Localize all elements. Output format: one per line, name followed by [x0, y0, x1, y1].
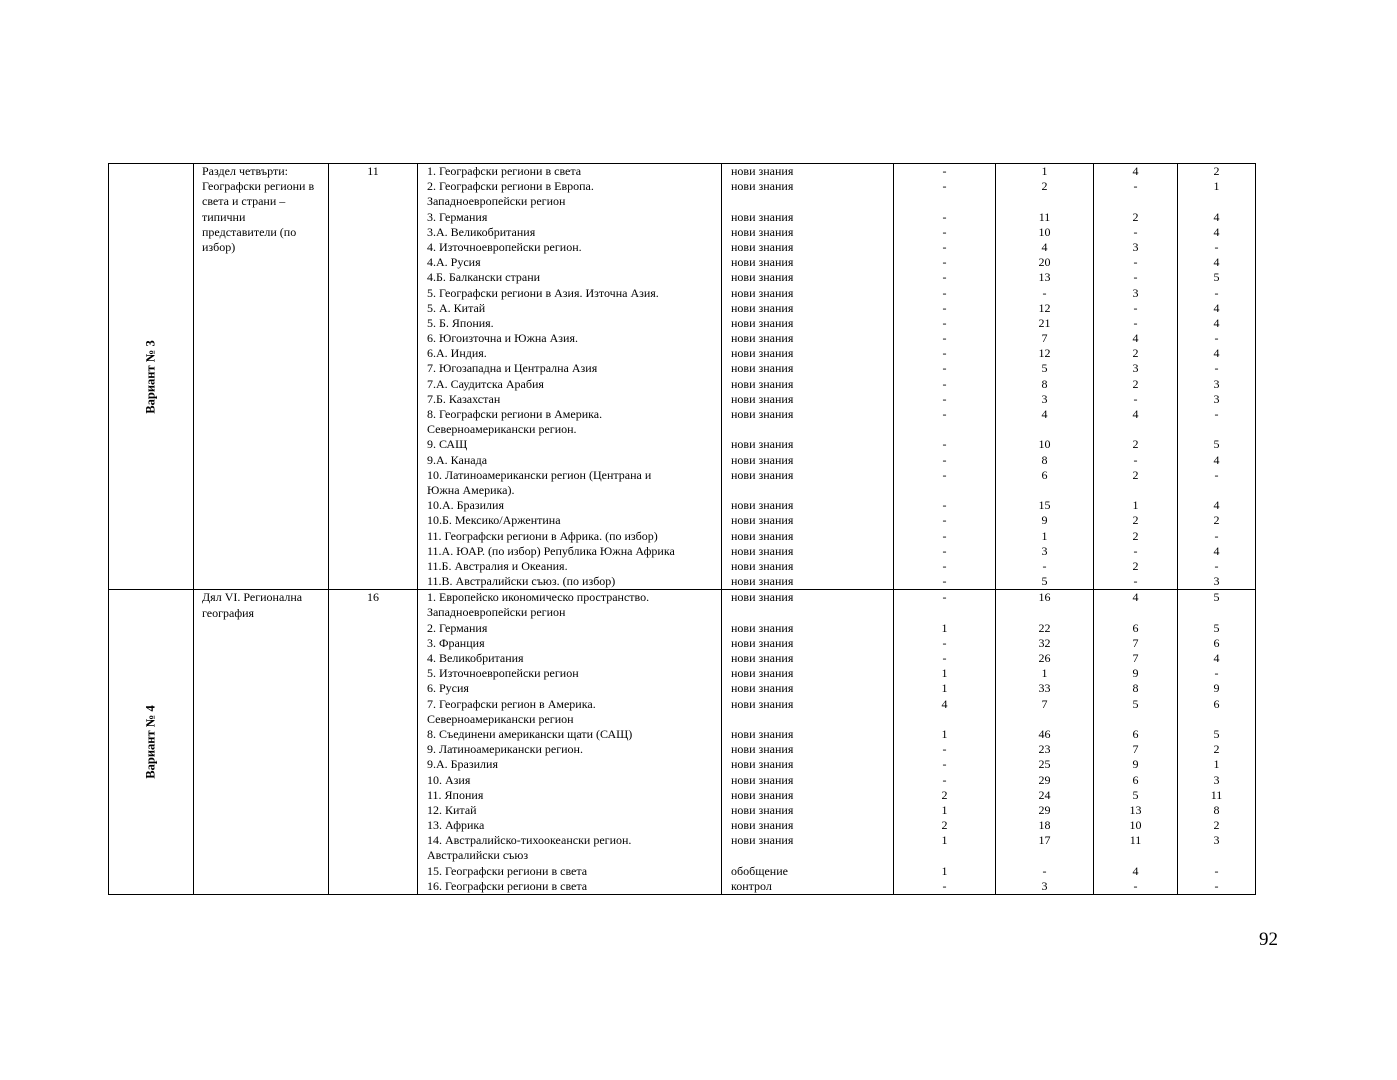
hours-value: -: [1214, 558, 1219, 573]
topic-line: 11.А. ЮАР. (по избор) Република Южна Африка: [427, 543, 675, 558]
hours-value: -: [942, 742, 947, 757]
topic-line: 14. Австралийско-тихоокеански регион.: [427, 833, 632, 848]
hours-value: 9: [1213, 681, 1220, 696]
hours-value: 10: [1038, 224, 1051, 239]
hours-value: -: [1133, 300, 1138, 315]
lesson-type: обобщение: [731, 863, 788, 878]
topic-line: 7.Б. Казахстан: [427, 391, 501, 406]
topic-line: 6. Югоизточна и Южна Азия.: [427, 331, 578, 346]
lesson-type: нови знания: [731, 376, 794, 391]
topic-line: Северноамерикански регион: [427, 711, 574, 726]
hours-value: 7: [1132, 635, 1139, 650]
hours-value: 25: [1038, 757, 1051, 772]
topic-line: 7. Югозападна и Централна Азия: [427, 361, 598, 376]
hours-value: 3: [1041, 878, 1048, 893]
hours-value: -: [1042, 285, 1047, 300]
curriculum-table: [108, 163, 1256, 895]
hours-value: 1: [941, 666, 948, 681]
hours-value: 5: [1041, 574, 1048, 589]
variant-label-cell: [109, 164, 194, 590]
lesson-type: нови знания: [731, 179, 794, 194]
hours-value: 11: [1210, 787, 1223, 802]
topic-line: 6.А. Индия.: [427, 346, 487, 361]
hours-value: 2: [1132, 346, 1139, 361]
hours-value: 2: [1132, 376, 1139, 391]
hours-value: 1: [941, 802, 948, 817]
lesson-type: нови знания: [731, 255, 794, 270]
topic-line: 4. Източноевропейски регион.: [427, 239, 582, 254]
hours-value: 2: [1132, 467, 1139, 482]
hours-value: 12: [1038, 300, 1051, 315]
topic-line: 3. Германия: [427, 209, 488, 224]
lesson-type: нови знания: [731, 696, 794, 711]
topic-line: 3.А. Великобритания: [427, 224, 536, 239]
hours-value: 1: [1041, 164, 1048, 178]
hours-value: 46: [1038, 727, 1051, 742]
hours-value: -: [1042, 863, 1047, 878]
topic-line: 2. Географски региони в Европа.: [427, 179, 594, 194]
topic-line: 5. А. Китай: [427, 300, 486, 315]
hours-value: 5: [1213, 727, 1220, 742]
hours-value: 2: [1132, 528, 1139, 543]
hours-value: 2: [1213, 164, 1220, 178]
topic-line: 11.Б. Австралия и Океания.: [427, 558, 568, 573]
hours-value: 2: [1041, 179, 1048, 194]
total-hours: 11: [329, 164, 418, 590]
lesson-type: нови знания: [731, 681, 794, 696]
hours-value: -: [1214, 467, 1219, 482]
hours-value: -: [1214, 863, 1219, 878]
hours-value: 10: [1038, 437, 1051, 452]
hours-value: -: [942, 757, 947, 772]
hours-value: -: [1133, 391, 1138, 406]
hours-value: 4: [1041, 239, 1048, 254]
hours-value: 2: [1132, 209, 1139, 224]
hours-value: -: [942, 376, 947, 391]
hours-value: -: [1214, 407, 1219, 422]
hours-value: 5: [1213, 437, 1220, 452]
lesson-type: нови знания: [731, 270, 794, 285]
lesson-type: контрол: [731, 878, 772, 893]
hours-value: -: [1214, 331, 1219, 346]
topic-line: 10.А. Бразилия: [427, 498, 504, 513]
topic-line: 10. Азия: [427, 772, 471, 787]
hours-value: 2: [941, 787, 948, 802]
hours-value: 7: [1132, 651, 1139, 666]
hours-value: -: [942, 407, 947, 422]
hours-value: 21: [1038, 315, 1051, 330]
hours-value: 2: [1132, 437, 1139, 452]
hours-value: -: [942, 772, 947, 787]
hours-value: -: [942, 270, 947, 285]
hours-column-c1: [894, 590, 996, 895]
hours-value: -: [942, 651, 947, 666]
hours-value: 24: [1038, 787, 1051, 802]
hours-value: 5: [1213, 270, 1220, 285]
topic-line: 12. Китай: [427, 802, 477, 817]
lesson-type: нови знания: [731, 209, 794, 224]
hours-value: 3: [1041, 391, 1048, 406]
lesson-type: нови знания: [731, 742, 794, 757]
hours-column-c4: [1178, 164, 1256, 590]
topic-line: 13. Африка: [427, 818, 485, 833]
hours-column-c2: [996, 164, 1094, 590]
hours-value: 1: [941, 620, 948, 635]
hours-value: 1: [941, 863, 948, 878]
hours-value: -: [942, 498, 947, 513]
topic-line: 6. Русия: [427, 681, 469, 696]
lesson-type: нови знания: [731, 802, 794, 817]
hours-value: 1: [941, 727, 948, 742]
hours-value: -: [1133, 543, 1138, 558]
topic-line: 9. САЩ: [427, 437, 468, 452]
lesson-type: нови знания: [731, 757, 794, 772]
hours-value: 7: [1132, 742, 1139, 757]
lesson-type: нови знания: [731, 558, 794, 573]
hours-value: 1: [1041, 666, 1048, 681]
table-body: [109, 164, 1256, 895]
hours-column-c4: [1178, 590, 1256, 895]
hours-value: -: [942, 285, 947, 300]
lesson-type: нови знания: [731, 467, 794, 482]
hours-value: -: [1133, 179, 1138, 194]
topic-line: 4.А. Русия: [427, 255, 481, 270]
hours-value: 9: [1132, 666, 1139, 681]
hours-value: -: [1214, 528, 1219, 543]
topic-line: 11. Географски региони в Африка. (по избор): [427, 528, 658, 543]
hours-value: 26: [1038, 651, 1051, 666]
topic-line: 4.Б. Балкански страни: [427, 270, 541, 285]
lesson-type: нови знания: [731, 620, 794, 635]
hours-value: -: [942, 239, 947, 254]
topic-line: 8. Географски региони в Америка.: [427, 407, 603, 421]
hours-value: 5: [1132, 696, 1139, 711]
hours-value: -: [1214, 666, 1219, 681]
hours-value: 4: [1213, 300, 1220, 315]
lesson-type: нови знания: [731, 833, 794, 848]
hours-value: 4: [1213, 651, 1220, 666]
hours-value: 4: [1132, 863, 1139, 878]
lesson-type: нови знания: [731, 407, 794, 422]
lesson-types-cell: [722, 164, 894, 590]
topic-line: 5. Географски региони в Азия. Източна Азия.: [427, 285, 659, 300]
hours-value: -: [1214, 361, 1219, 376]
hours-value: 2: [1213, 513, 1220, 528]
hours-value: -: [942, 255, 947, 270]
topic-line: 15. Географски региони в света: [427, 863, 588, 878]
hours-value: -: [942, 452, 947, 467]
topic-line: 9.А. Бразилия: [427, 757, 498, 772]
lesson-type: нови знания: [731, 666, 794, 681]
topic-line: Северноамерикански регион.: [427, 422, 577, 437]
hours-value: 11: [1038, 209, 1051, 224]
hours-value: 4: [1132, 164, 1139, 178]
topic-line: Южна Америка).: [427, 482, 515, 497]
lesson-type: нови знания: [731, 528, 794, 543]
hours-value: 3: [1213, 391, 1220, 406]
hours-value: 13: [1038, 270, 1051, 285]
hours-value: -: [1133, 315, 1138, 330]
hours-value: 2: [1213, 818, 1220, 833]
variant-label: Вариант № 4: [143, 705, 158, 779]
lesson-type: нови знания: [731, 285, 794, 300]
lesson-type: нови знания: [731, 498, 794, 513]
hours-value: 4: [1213, 209, 1220, 224]
hours-value: 4: [1132, 331, 1139, 346]
hours-value: 4: [1213, 452, 1220, 467]
topic-line: 9. Латиноамерикански регион.: [427, 742, 583, 757]
lesson-type: нови знания: [731, 315, 794, 330]
hours-value: 6: [1132, 620, 1139, 635]
lesson-type: нови знания: [731, 772, 794, 787]
lesson-types-cell: [722, 590, 894, 895]
hours-value: -: [942, 543, 947, 558]
topic-line: 10. Латиноамерикански регион (Центрана и: [427, 467, 652, 482]
hours-value: -: [1214, 878, 1219, 893]
hours-value: 1: [941, 833, 948, 848]
hours-value: 17: [1038, 833, 1051, 848]
topic-line: 4. Великобритания: [427, 651, 524, 666]
hours-value: 16: [1038, 590, 1051, 605]
hours-value: 4: [1213, 255, 1220, 270]
hours-value: 29: [1038, 802, 1051, 817]
variant-row: [109, 164, 1256, 590]
hours-value: 4: [1213, 224, 1220, 239]
hours-value: 11: [1129, 833, 1142, 848]
hours-value: -: [1042, 558, 1047, 573]
hours-value: 12: [1038, 346, 1051, 361]
hours-value: 8: [1213, 802, 1220, 817]
lesson-type: нови знания: [731, 574, 794, 589]
hours-value: -: [942, 209, 947, 224]
hours-value: 4: [1213, 315, 1220, 330]
hours-value: 4: [1132, 407, 1139, 422]
hours-value: 6: [1041, 467, 1048, 482]
hours-value: 4: [1213, 346, 1220, 361]
hours-value: 3: [1213, 833, 1220, 848]
hours-value: -: [942, 558, 947, 573]
lesson-type: нови знания: [731, 787, 794, 802]
hours-value: 4: [1213, 543, 1220, 558]
hours-value: 2: [1132, 558, 1139, 573]
hours-value: -: [1133, 878, 1138, 893]
lesson-type: нови знания: [731, 361, 794, 376]
hours-value: 1: [1213, 757, 1220, 772]
page-number: 92: [1259, 929, 1278, 950]
lesson-type: нови знания: [731, 635, 794, 650]
hours-value: 33: [1038, 681, 1051, 696]
hours-value: 1: [1041, 528, 1048, 543]
lesson-type: нови знания: [731, 513, 794, 528]
hours-value: -: [942, 224, 947, 239]
hours-value: 1: [1213, 179, 1220, 194]
hours-value: -: [942, 590, 947, 605]
topic-line: 11. Япония: [427, 787, 484, 802]
topic-line: 11.В. Австралийски съюз. (по избор): [427, 574, 616, 589]
lesson-type: нови знания: [731, 331, 794, 346]
hours-value: 1: [941, 681, 948, 696]
hours-value: -: [1133, 270, 1138, 285]
hours-value: 3: [1132, 239, 1139, 254]
topic-line: 16. Географски региони в света: [427, 878, 588, 893]
hours-value: 9: [1132, 757, 1139, 772]
hours-value: 10: [1129, 818, 1142, 833]
hours-column-c2: [996, 590, 1094, 895]
hours-value: 5: [1213, 620, 1220, 635]
hours-value: 7: [1041, 331, 1048, 346]
hours-value: 5: [1132, 787, 1139, 802]
total-hours: 16: [329, 590, 418, 895]
variant-label-cell: [109, 590, 194, 895]
topic-line: Австралийски съюз: [427, 848, 529, 863]
hours-value: 22: [1038, 620, 1051, 635]
hours-value: 5: [1041, 361, 1048, 376]
lesson-type: нови знания: [731, 391, 794, 406]
topic-line: 10.Б. Мексико/Аржентина: [427, 513, 561, 528]
hours-value: -: [942, 300, 947, 315]
hours-value: 3: [1132, 285, 1139, 300]
hours-value: -: [942, 164, 947, 178]
topic-line: 2. Германия: [427, 620, 488, 635]
hours-value: 4: [1213, 498, 1220, 513]
hours-value: 3: [1041, 543, 1048, 558]
topic-line: 5. Б. Япония.: [427, 315, 494, 330]
hours-value: 23: [1038, 742, 1051, 757]
hours-value: -: [942, 391, 947, 406]
hours-value: -: [1214, 285, 1219, 300]
hours-value: 4: [941, 696, 948, 711]
hours-value: 8: [1041, 376, 1048, 391]
hours-value: 2: [1213, 742, 1220, 757]
hours-value: -: [942, 346, 947, 361]
hours-value: -: [1133, 255, 1138, 270]
hours-value: -: [942, 878, 947, 893]
topic-line: 5. Източноевропейски регион: [427, 666, 579, 681]
hours-value: -: [942, 635, 947, 650]
lesson-type: нови знания: [731, 224, 794, 239]
hours-value: 5: [1213, 590, 1220, 605]
hours-value: 9: [1041, 513, 1048, 528]
lesson-type: нови знания: [731, 651, 794, 666]
topic-line: 1. Европейско икономическо пространство.: [427, 590, 650, 605]
lesson-type: нови знания: [731, 437, 794, 452]
lesson-type: нови знания: [731, 346, 794, 361]
hours-value: -: [942, 437, 947, 452]
hours-value: 8: [1041, 452, 1048, 467]
topic-line: 7. Географски регион в Америка.: [427, 696, 596, 711]
lesson-type: нови знания: [731, 818, 794, 833]
hours-value: 29: [1038, 772, 1051, 787]
hours-value: -: [942, 315, 947, 330]
hours-value: 32: [1038, 635, 1051, 650]
hours-value: -: [942, 574, 947, 589]
hours-value: 2: [941, 818, 948, 833]
hours-value: 7: [1041, 696, 1048, 711]
hours-value: 13: [1129, 802, 1142, 817]
topic-line: 9.А. Канада: [427, 452, 488, 467]
hours-value: 6: [1213, 635, 1220, 650]
variant-label: Вариант № 3: [143, 339, 158, 414]
hours-value: 6: [1132, 727, 1139, 742]
hours-value: -: [942, 361, 947, 376]
hours-value: 18: [1038, 818, 1051, 833]
hours-value: 2: [1132, 513, 1139, 528]
hours-value: -: [1133, 452, 1138, 467]
hours-value: -: [942, 513, 947, 528]
hours-value: 3: [1213, 376, 1220, 391]
hours-value: 3: [1213, 574, 1220, 589]
hours-column-c3: [1094, 164, 1178, 590]
hours-value: 4: [1132, 590, 1139, 605]
hours-value: 1: [1132, 498, 1139, 513]
lesson-type: нови знания: [731, 452, 794, 467]
variant-row: [109, 590, 1256, 895]
hours-value: 8: [1132, 681, 1139, 696]
hours-value: -: [1133, 224, 1138, 239]
topics-cell: [418, 590, 722, 895]
lesson-type: нови знания: [731, 543, 794, 558]
hours-value: -: [942, 179, 947, 194]
hours-value: 6: [1132, 772, 1139, 787]
lesson-type: нови знания: [731, 300, 794, 315]
lesson-type: нови знания: [731, 727, 794, 742]
hours-value: -: [942, 467, 947, 482]
lesson-type: нови знания: [731, 164, 794, 178]
hours-value: 3: [1213, 772, 1220, 787]
section-title: Раздел четвърти: Географски региони в света и страни – типични представители (по избор): [194, 164, 329, 590]
topic-line: 1. Географски региони в света: [427, 164, 582, 178]
topics-cell: [418, 164, 722, 590]
hours-value: 6: [1213, 696, 1220, 711]
hours-value: 20: [1038, 255, 1051, 270]
lesson-type: нови знания: [731, 590, 794, 605]
hours-value: 3: [1132, 361, 1139, 376]
topic-line: 7.А. Саудитска Арабия: [427, 376, 544, 391]
topic-line: 3. Франция: [427, 635, 485, 650]
hours-value: 4: [1041, 407, 1048, 422]
topic-line: 8. Съединени американски щати (САЩ): [427, 726, 633, 741]
section-title: Дял VI. Регионална география: [194, 590, 329, 895]
hours-value: -: [942, 331, 947, 346]
hours-column-c1: [894, 164, 996, 590]
hours-column-c3: [1094, 590, 1178, 895]
hours-value: -: [942, 528, 947, 543]
hours-value: -: [1133, 574, 1138, 589]
lesson-type: нови знания: [731, 239, 794, 254]
topic-line: Западноевропейски регион: [427, 605, 566, 620]
hours-value: 15: [1038, 498, 1051, 513]
topic-line: Западноевропейски регион: [427, 194, 566, 209]
hours-value: -: [1214, 239, 1219, 254]
